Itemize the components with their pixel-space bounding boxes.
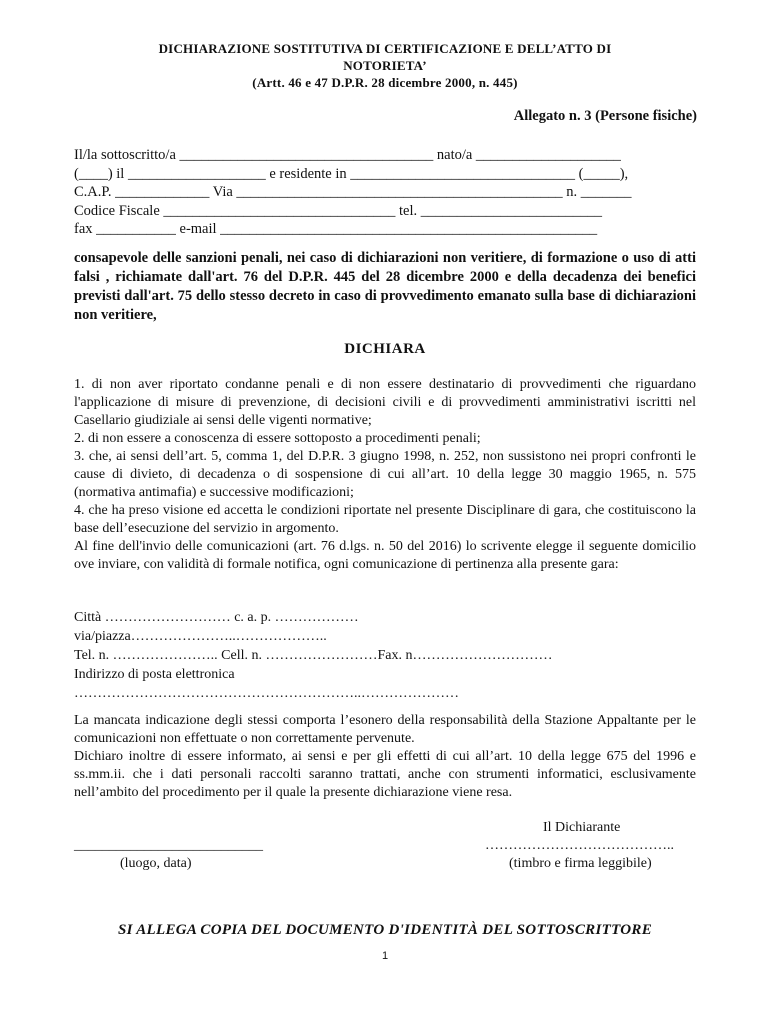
closing-paragraph: La mancata indicazione degli stessi comporta l’esonero della responsabilità della Stazione Appaltante per le comunicazioni non effettuate o non correttamente pervenute. [74, 713, 696, 746]
signature-line: ………………………………….. [485, 838, 674, 853]
dichiara-heading: DICHIARA [344, 341, 426, 357]
page-number: 1 [381, 950, 389, 962]
domicile-paragraph: Al fine dell'invio delle comunicazioni (art. 76 d.lgs. n. 50 del 2016) lo scrivente elegge il seguente domicilio ove inviare, con validità di formale notifica, ogni comunicazione di pertinenza alla presente gara: [74, 539, 696, 572]
title-line-1: DICHIARAZIONE SOSTITUTIVA DI CERTIFICAZIONE E DELL’ATTO DI [158, 41, 612, 56]
allegato-label: Allegato n. 3 (Persone fisiche) [513, 108, 697, 124]
field-line-contacts: fax ___________ e-mail ____________________________________________________ [74, 221, 598, 237]
privacy-paragraph: Dichiaro inoltre di essere informato, ai sensi e per gli effetti di cui all’art. 10 della legge 675 del 1996 e ss.mm.ii. che i dati personali raccolti saranno trattati, anche con strumenti informatici, esclusivamente nell’ambito del procedimento per il quale la presente dichiarazione viene resa. [74, 749, 696, 800]
contact-email-line: ……………………………………………………..………………… [74, 686, 459, 701]
personal-data-fields [74, 146, 690, 239]
contact-phone: Tel. n. ………………….. Cell. n. ……………………Fax. n………………………… [74, 648, 553, 663]
attachment-note: SI ALLEGA COPIA DEL DOCUMENTO D'IDENTITÀ DEL SOTTOSCRITTORE [117, 922, 653, 938]
document-title [70, 40, 700, 91]
declaration-item: 3. che, ai sensi dell’art. 5, comma 1, del D.P.R. 3 giugno 1998, n. 252, non sussistono nei propri confronti le cause di divieto, di decadenza o di sospensione di cui all’art. 10 della legge 30 maggio 1965, n. 575 (normativa antimafia) e successive modificazioni; [74, 449, 696, 500]
title-line-2: NOTORIETA’ [343, 58, 427, 73]
contact-email-label: Indirizzo di posta elettronica [74, 667, 235, 682]
declaration-item: 4. che ha preso visione ed accetta le condizioni riportate nel presente Disciplinare di gara, che costituiscono la base dell’esecuzione del servizio in argomento. [74, 503, 696, 536]
field-line-tax-code: Codice Fiscale ________________________________ tel. _________________________ [74, 202, 603, 219]
domicile-contacts [74, 608, 696, 703]
dichiarante-label: Il Dichiarante [543, 820, 621, 835]
declaration-item: 1. di non aver riportato condanne penali e di non essere destinatario di provvedimenti che riguardano l'applicazione di misure di prevenzione, di decisioni civili e di provvedimenti amministrativi iscritti nel Casellario giudiziale ai sensi delle vigenti normative; [74, 377, 696, 428]
field-line-address: C.A.P. _____________ Via _____________________________________________ n. _______ [74, 184, 632, 200]
closing-paragraphs [74, 712, 696, 802]
contact-city: Città ……………………… c. a. p. ……………… [74, 610, 359, 625]
place-date-caption: (luogo, data) [120, 856, 192, 871]
field-line-birth: (____) il ___________________ e residente in _______________________________ (_____), [74, 165, 629, 182]
signature-caption: (timbro e firma leggibile) [509, 856, 652, 871]
declaration-items [74, 376, 696, 574]
declaration-item: 2. di non essere a conoscenza di essere sottoposto a procedimenti penali; [74, 431, 481, 446]
awareness-paragraph: consapevole delle sanzioni penali, nei caso di dichiarazioni non veritiere, di formazione o uso di atti falsi , richiamate dall'art. 76 del D.P.R. 445 del 28 dicembre 2000 e della decadenza dei benefici previsti dall'art. 75 dello stesso decreto in caso di provvedimento emanato sulla base di dichiarazioni non veritiere, [74, 250, 696, 323]
contact-street: via/piazza…………………..……………….. [74, 629, 327, 644]
title-subtitle: (Artt. 46 e 47 D.P.R. 28 dicembre 2000, n. 445) [252, 75, 518, 90]
place-date-line: ___________________________ [74, 838, 263, 853]
field-line-name: Il/la sottoscritto/a ___________________________________ nato/a ____________________ [74, 147, 621, 163]
